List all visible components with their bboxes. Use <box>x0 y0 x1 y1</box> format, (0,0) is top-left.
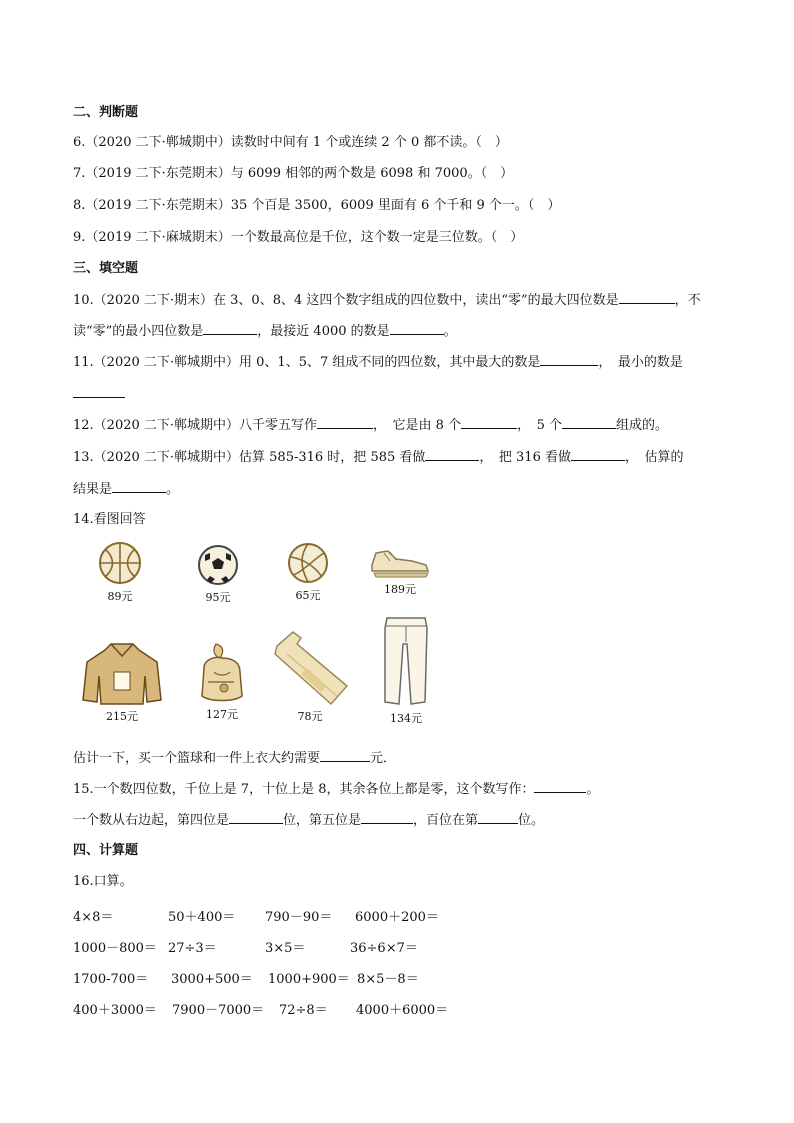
calc-r1-c2: 50＋400＝ <box>168 910 236 925</box>
calc-r4-c4: 4000＋6000＝ <box>356 1003 449 1018</box>
q13-text-a: 13.（2020 二下·郸城期中）估算 585-316 时，把 585 看做 <box>73 450 426 465</box>
pants-icon <box>381 614 431 708</box>
item-shirt <box>264 628 356 724</box>
q15-text-d: 位，第五位是 <box>283 813 362 828</box>
backpack-icon <box>194 640 250 704</box>
item-soccer-ball <box>190 543 246 605</box>
q11-text-a: 11.（2020 二下·郸城期中）用 0、1、5、7 组成不同的四位数，其中最大的数是 <box>73 355 541 370</box>
question-15-line2 <box>73 811 544 830</box>
calc-r3-c1: 1700-700＝ <box>73 972 149 987</box>
q12-blank-2[interactable] <box>461 416 517 429</box>
calc-r4-c3: 72÷8＝ <box>279 1003 328 1018</box>
q14-blank[interactable] <box>320 749 370 762</box>
calc-r2-c1: 1000－800＝ <box>73 941 157 956</box>
price-shirt: 78元 <box>297 710 323 723</box>
calc-r1-c1: 4×8＝ <box>73 910 114 925</box>
q10-blank-2[interactable] <box>203 322 257 335</box>
q13-blank-2[interactable] <box>571 448 625 461</box>
volleyball-icon <box>286 541 330 585</box>
q13-text-e: 。 <box>166 482 180 497</box>
q15-text-e: ，百位在第 <box>413 813 479 828</box>
q14-question-b: 元． <box>370 751 397 766</box>
sneakers-icon <box>366 543 434 579</box>
question-16-title: 16.口算。 <box>73 874 133 889</box>
q15-text-c: 一个数从右边起，第四位是 <box>73 813 230 828</box>
calc-r1-c4: 6000＋200＝ <box>355 910 439 925</box>
item-pants <box>374 614 438 726</box>
calc-r2-c4: 36÷6×7＝ <box>350 941 418 956</box>
question-6: 6.（2020 二下·郸城期中）读数时中间有 1 个或连续 2 个 0 都不读。（ ） <box>73 135 508 150</box>
section-heading-judge: 二、判断题 <box>73 105 139 120</box>
soccer-ball-icon <box>196 543 240 587</box>
section-heading-fill: 三、填空题 <box>73 261 139 276</box>
item-sneakers <box>362 543 438 597</box>
question-11-line2 <box>73 385 125 404</box>
calc-r3-c4: 8×5－8＝ <box>357 972 419 987</box>
q15-blank-2[interactable] <box>229 811 283 824</box>
q15-blank-4[interactable] <box>478 811 518 824</box>
jacket-icon <box>81 640 163 706</box>
q13-text-d: 结果是 <box>73 482 113 497</box>
calc-r3-c2: 3000+500＝ <box>171 972 253 987</box>
calc-r4-c2: 7900－7000＝ <box>172 1003 265 1018</box>
price-soccer-ball: 95元 <box>205 591 231 604</box>
question-13-line1 <box>73 448 683 467</box>
q15-blank-1[interactable] <box>534 780 586 793</box>
q10-text-a: 10.（2020 二下·期末）在 3、0、8、4 这四个数字组成的四位数中，读出“零”的最大四位数是 <box>73 293 619 308</box>
q10-text-c: 读“零”的最小四位数是 <box>73 324 204 339</box>
question-13-line2 <box>73 480 179 499</box>
shirt-icon <box>267 628 353 706</box>
section-heading-calc: 四、计算题 <box>73 843 139 858</box>
q12-text-b: ， 它是由 8 个 <box>373 418 462 433</box>
calc-r1-c3: 790－90＝ <box>265 910 333 925</box>
price-pants: 134元 <box>390 712 422 725</box>
q11-blank-1[interactable] <box>540 353 598 366</box>
q11-text-b: ， 最小的数是 <box>598 355 683 370</box>
q10-text-b: ，不 <box>674 293 701 308</box>
item-basketball <box>92 540 148 604</box>
q10-text-d: ，最接近 4000 的数是 <box>257 324 390 339</box>
basketball-icon <box>97 540 143 586</box>
price-jacket: 215元 <box>106 710 138 723</box>
question-14-title: 14.看图回答 <box>73 512 146 527</box>
calc-r3-c3: 1000+900＝ <box>268 972 350 987</box>
q13-blank-3[interactable] <box>112 480 166 493</box>
item-volleyball <box>280 541 336 603</box>
price-backpack: 127元 <box>206 708 238 721</box>
q13-text-c: ， 估算的 <box>624 450 684 465</box>
question-7: 7.（2019 二下·东莞期末）与 6099 相邻的两个数是 6098 和 7000。（ ） <box>73 166 514 181</box>
q14-question-a: 估计一下，买一个篮球和一件上衣大约需要 <box>73 751 321 766</box>
q15-text-b: 。 <box>586 782 600 797</box>
question-15-line1 <box>73 780 600 799</box>
q10-blank-1[interactable] <box>619 291 675 304</box>
price-basketball: 89元 <box>107 590 133 603</box>
question-9: 9.（2019 二下·麻城期末）一个数最高位是千位，这个数一定是三位数。（ ） <box>73 230 524 245</box>
q10-text-e: 。 <box>443 324 457 339</box>
question-11-line1 <box>73 353 683 372</box>
price-sneakers: 189元 <box>384 583 416 596</box>
calc-r2-c2: 27÷3＝ <box>168 941 217 956</box>
calc-r4-c1: 400＋3000＝ <box>73 1003 157 1018</box>
q15-blank-3[interactable] <box>361 811 413 824</box>
item-jacket <box>80 640 164 724</box>
price-volleyball: 65元 <box>295 589 321 602</box>
q12-text-d: 组成的。 <box>615 418 668 433</box>
question-14-ask <box>73 749 396 768</box>
q15-text-f: 位。 <box>518 813 545 828</box>
question-10-line2 <box>73 322 457 341</box>
question-12 <box>73 416 668 435</box>
q13-blank-1[interactable] <box>425 448 479 461</box>
question-10-line1 <box>73 291 701 310</box>
q12-text-c: ， 5 个 <box>517 418 562 433</box>
question-8: 8.（2019 二下·东莞期末）35 个百是 3500，6009 里面有 6 个千和 9 个一。（ ） <box>73 198 561 213</box>
q13-text-b: ， 把 316 看做 <box>479 450 571 465</box>
q15-text-a: 15.一个数四位数，千位上是 7，十位上是 8，其余各位上都是零，这个数写作： <box>73 782 535 797</box>
q12-blank-1[interactable] <box>317 416 373 429</box>
q10-blank-3[interactable] <box>390 322 444 335</box>
q12-blank-3[interactable] <box>562 416 616 429</box>
item-backpack <box>190 640 254 722</box>
q12-text-a: 12.（2020 二下·郸城期中）八千零五写作 <box>73 418 318 433</box>
q11-blank-2[interactable] <box>73 385 125 398</box>
calc-r2-c3: 3×5＝ <box>265 941 306 956</box>
